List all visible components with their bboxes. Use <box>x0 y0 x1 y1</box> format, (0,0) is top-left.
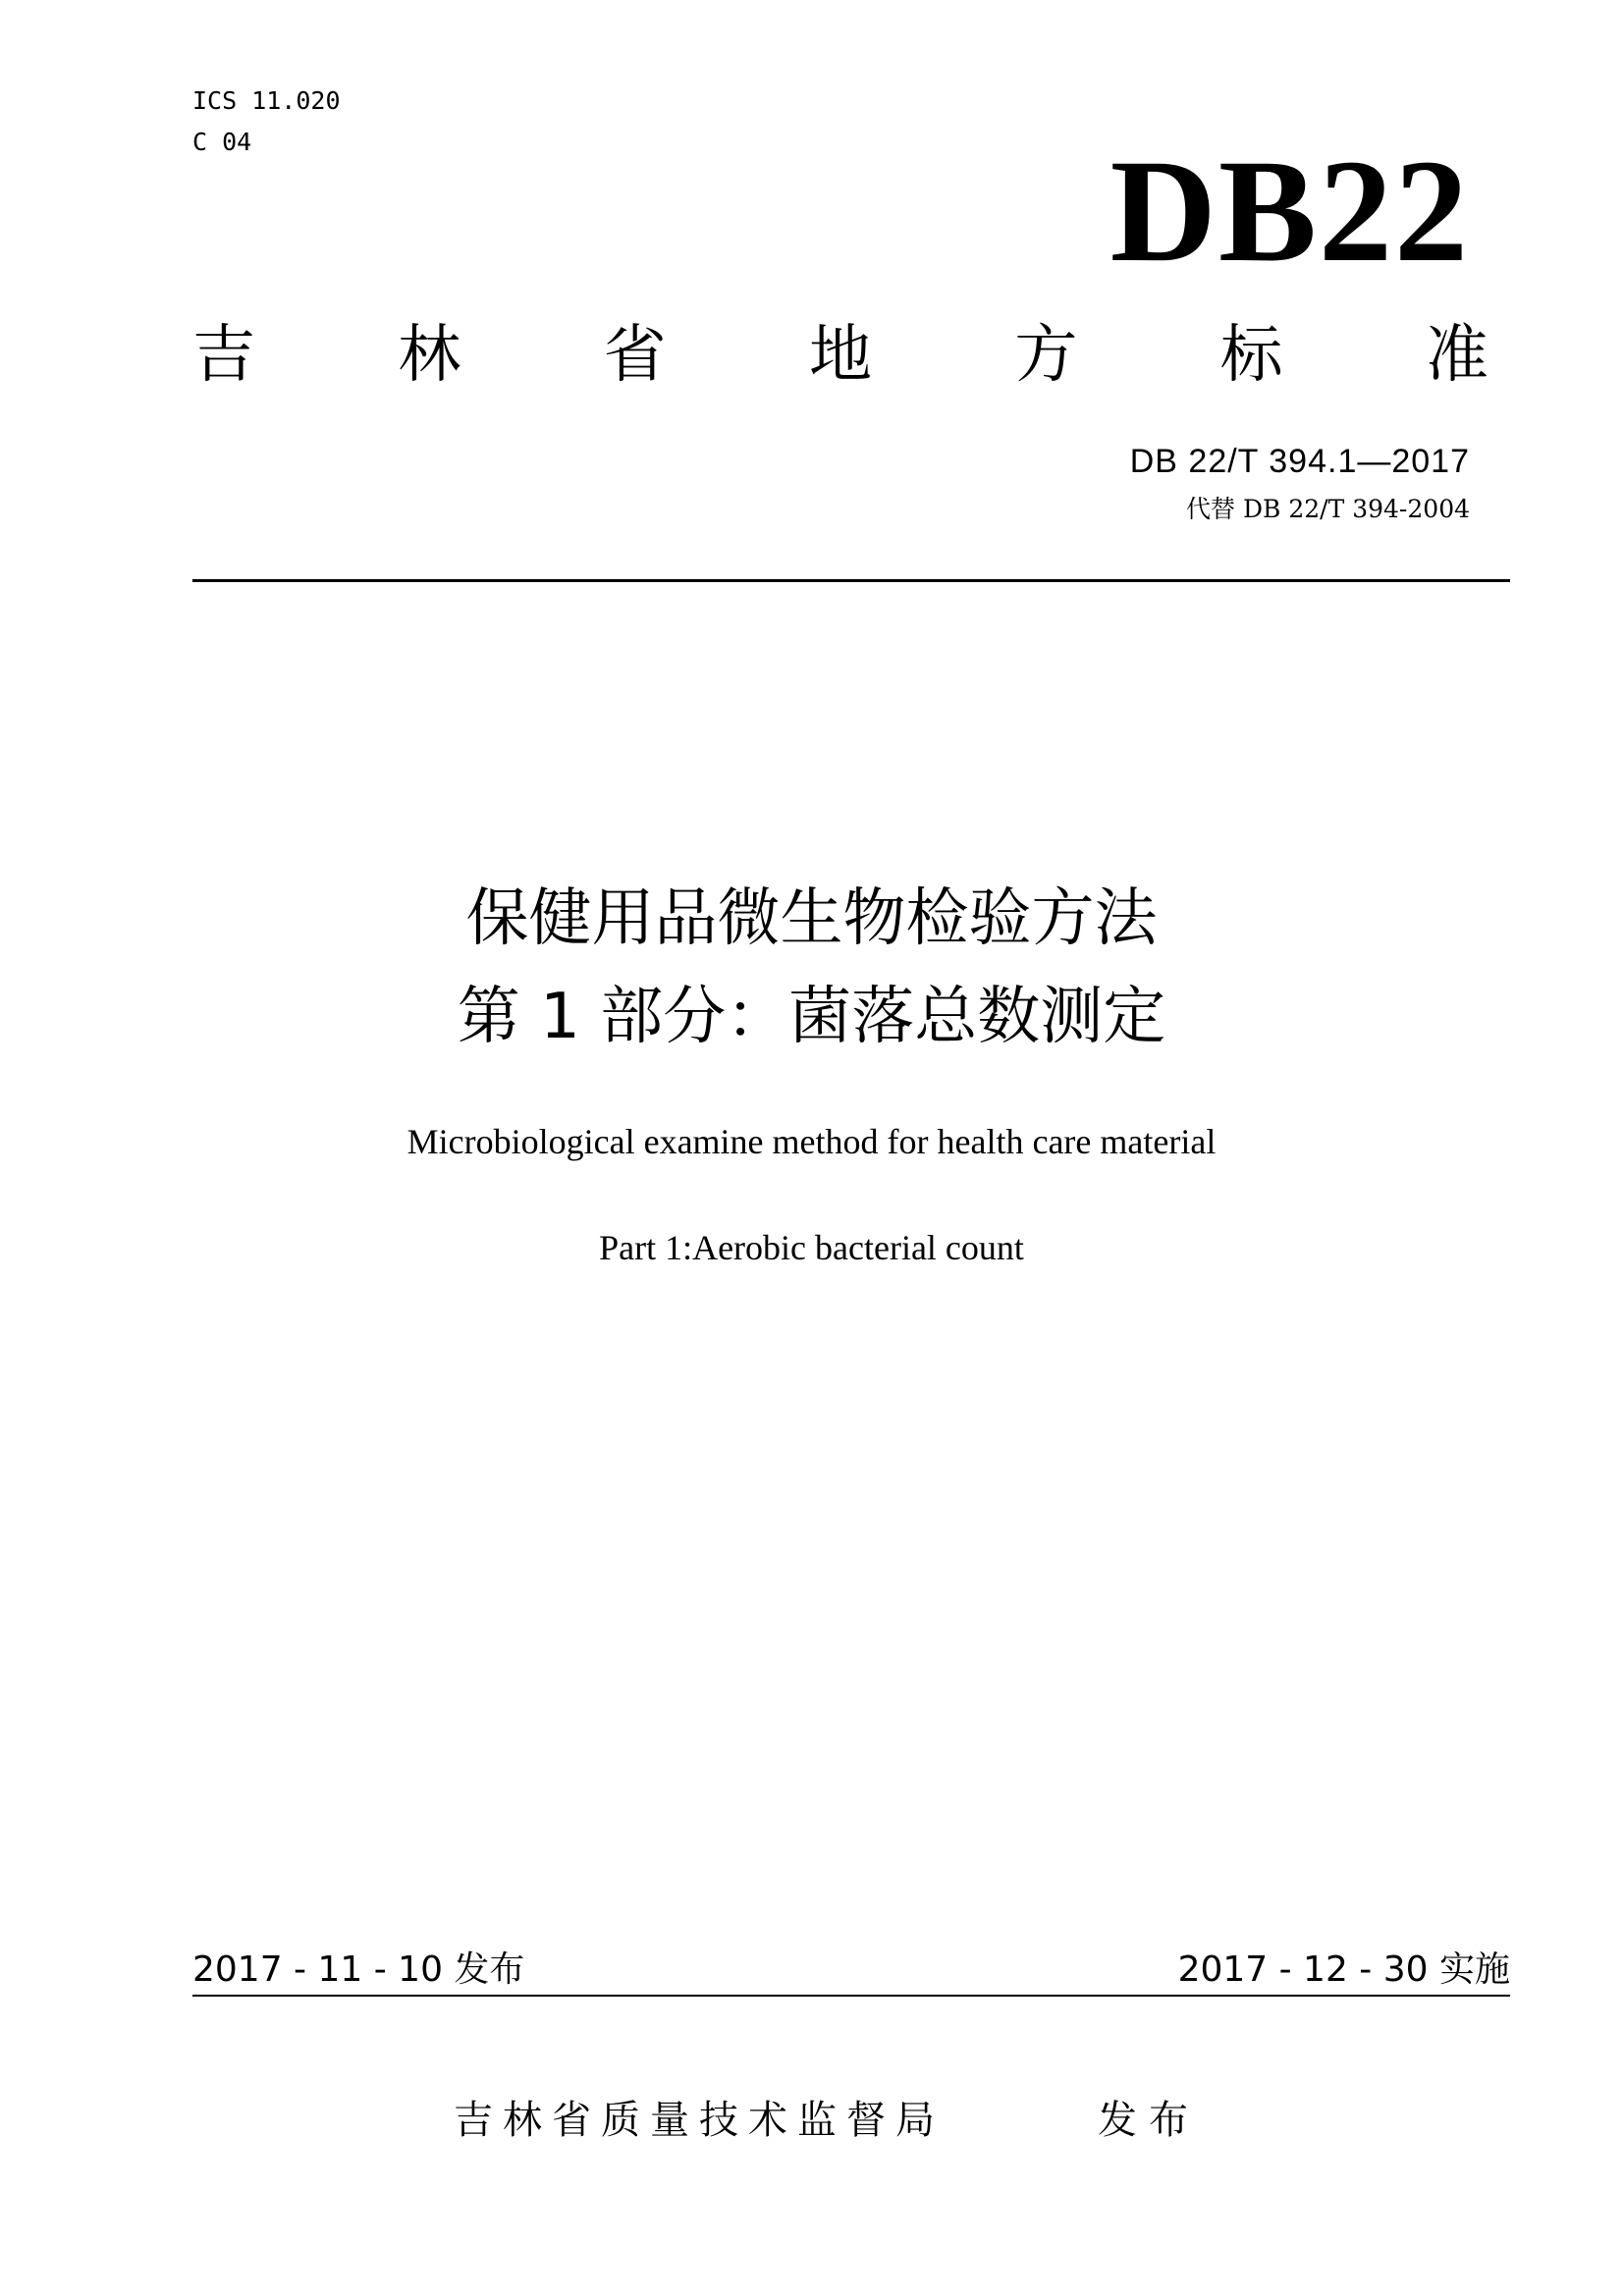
issue-action: 发布 <box>1098 2098 1200 2143</box>
top-divider <box>192 579 1510 582</box>
title-en-line1: Microbiological examine method for health care material <box>406 1122 1217 1161</box>
title-cn-line2: 第 1 部分：菌落总数测定 <box>457 981 1166 1053</box>
title-cn-line1: 保健用品微生物检验方法 <box>465 882 1158 955</box>
standard-type-char: 标 <box>1219 319 1283 392</box>
bottom-divider <box>192 1995 1510 1997</box>
standard-type-char: 准 <box>1425 319 1488 392</box>
implementation-date: 2017 - 12 - 30 实施 <box>1177 1949 1510 1990</box>
standard-type-char: 省 <box>603 319 667 392</box>
title-en-line2: Part 1:Aerobic bacterial count <box>599 1228 1024 1267</box>
standard-code-logo: DB22 <box>1109 130 1470 293</box>
replaces-standard: 代替 DB 22/T 394-2004 <box>1186 495 1470 523</box>
ics-code: ICS 11.020 <box>192 86 341 115</box>
standard-type-char: 地 <box>808 319 872 392</box>
standard-type-char: 方 <box>1014 319 1078 392</box>
ccs-code: C 04 <box>192 128 252 156</box>
standard-type-title <box>192 316 1488 395</box>
issuing-authority: 吉林省质量技术监督局 <box>454 2098 945 2143</box>
standard-type-char: 吉 <box>192 319 255 392</box>
standard-number: DB 22/T 394.1—2017 <box>1129 443 1470 480</box>
issue-date: 2017 - 11 - 10 发布 <box>192 1949 525 1990</box>
standard-type-char: 林 <box>398 319 461 392</box>
